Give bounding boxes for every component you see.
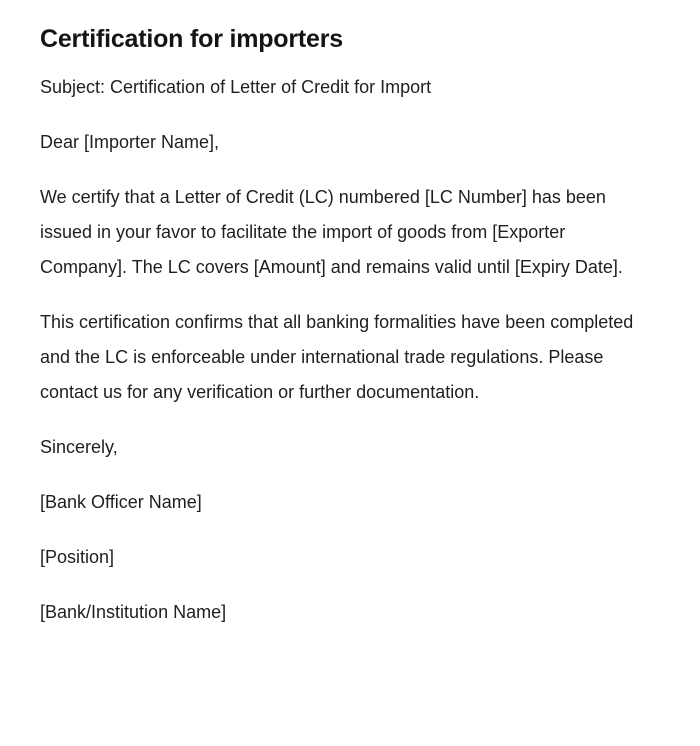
salutation: Dear [Importer Name],: [40, 132, 220, 152]
signature-name: [Bank Officer Name]: [40, 492, 202, 512]
page-title: Certification for importers: [40, 25, 343, 53]
document-body: [40, 70, 660, 630]
signature-institution: [Bank/Institution Name]: [40, 602, 227, 622]
body-paragraph-1: We certify that a Letter of Credit (LC) numbered [LC Number] has been issued in your favor to facilitate the import of goods from [Exporter Company]. The LC covers [Amount] and remains valid until [Expiry Date].: [40, 187, 623, 277]
subject-line: Subject: Certification of Letter of Credit for Import: [40, 77, 432, 97]
body-paragraph-2: This certification confirms that all banking formalities have been completed and the LC is enforceable under international trade regulations. Please contact us for any verification or further documentation.: [40, 312, 634, 402]
signature-position: [Position]: [40, 547, 115, 567]
closing: Sincerely,: [40, 437, 118, 457]
